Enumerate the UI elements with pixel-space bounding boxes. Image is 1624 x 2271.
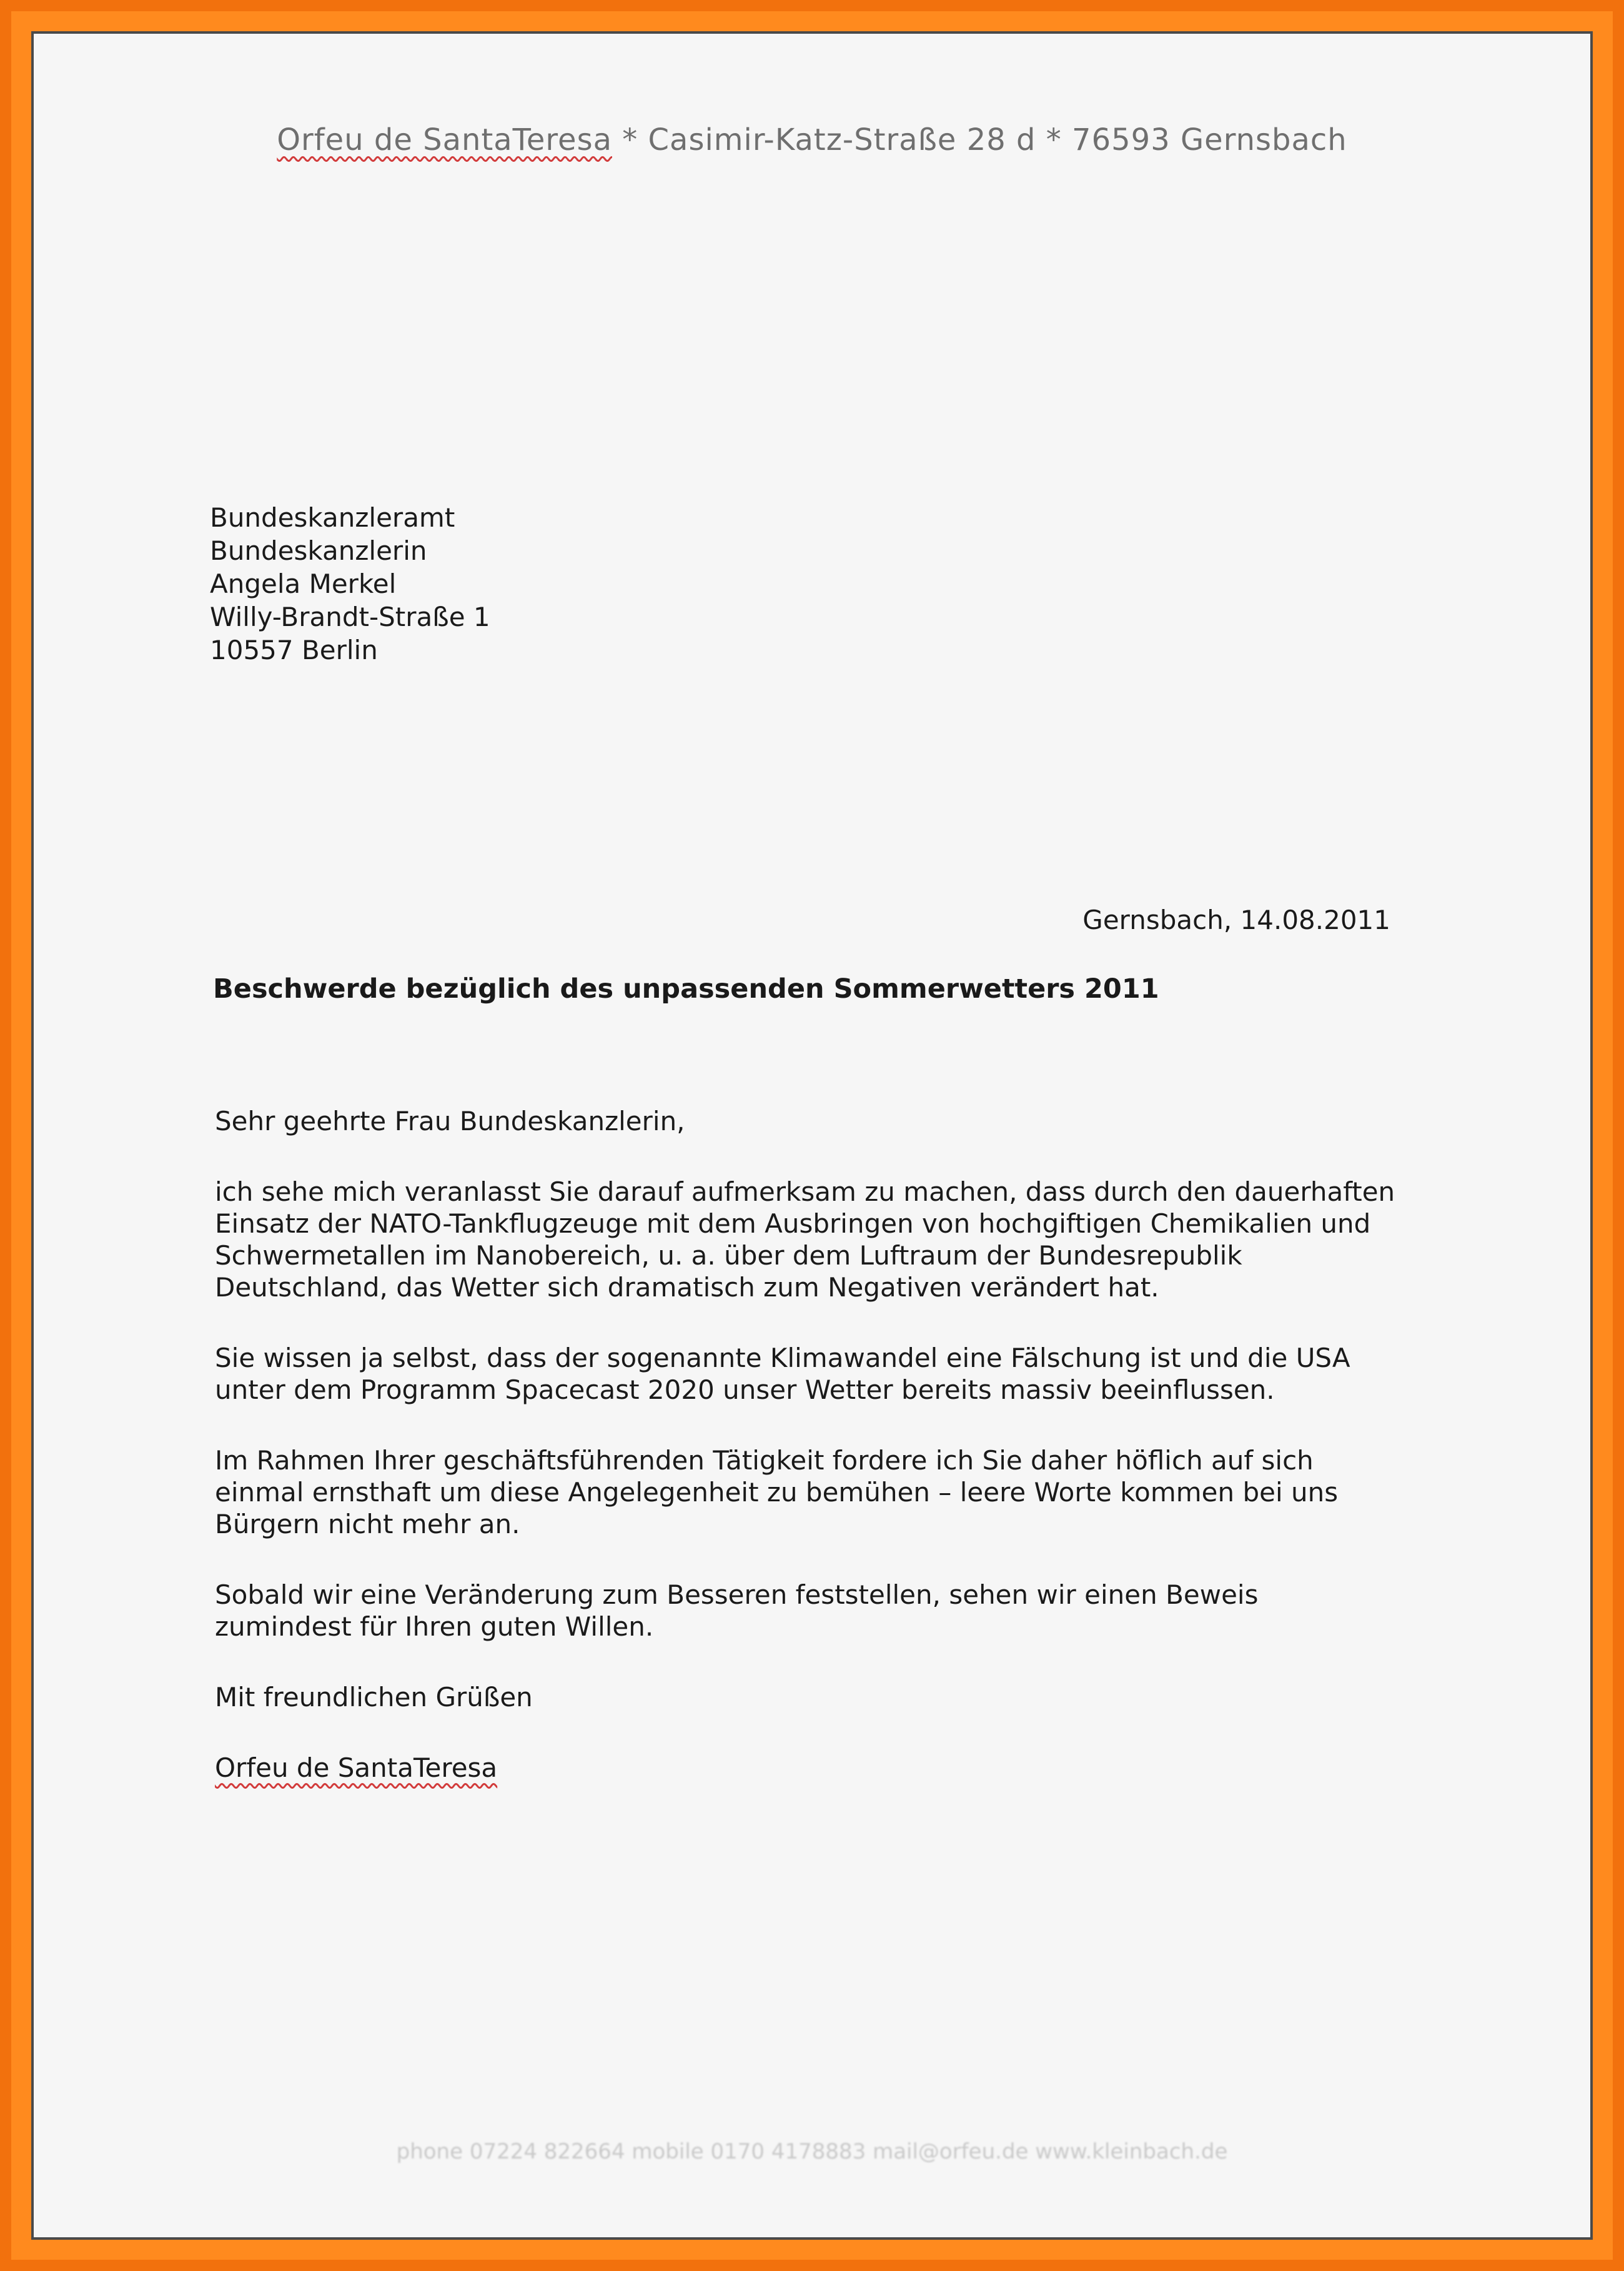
- recipient-line: 10557 Berlin: [210, 635, 378, 665]
- closing: Mit freundlichen Grüßen: [215, 1682, 533, 1712]
- letter-date: Gernsbach, 14.08.2011: [1082, 905, 1390, 935]
- recipient-line: Willy-Brandt-Straße 1: [210, 602, 490, 632]
- letter-subject: Beschwerde bezüglich des unpassenden Sommerwetters 2011: [213, 973, 1159, 1005]
- recipient-address-block: [210, 501, 490, 667]
- sender-address: * Casimir-Katz-Straße 28 d * 76593 Gernsbach: [612, 122, 1347, 157]
- recipient-line: Angela Merkel: [210, 569, 397, 599]
- recipient-line: Bundeskanzleramt: [210, 502, 455, 533]
- letter-body: [215, 1105, 1452, 1822]
- body-paragraph: Sobald wir eine Veränderung zum Besseren feststellen, sehen wir einen Beweis zumindest für Ihren guten Willen.: [215, 1579, 1259, 1642]
- signature-text: Orfeu de SantaTeresa: [215, 1752, 498, 1783]
- recipient-line: Bundeskanzlerin: [210, 535, 427, 566]
- body-paragraph: Im Rahmen Ihrer geschäftsführenden Tätigkeit fordere ich Sie daher höflich auf sich einmal ernsthaft um diese Angelegenheit zu bemühen – leere Worte kommen bei uns Bürgern nicht mehr an.: [215, 1445, 1339, 1539]
- signature-name: [215, 1752, 1452, 1784]
- body-paragraph: Sie wissen ja selbst, dass der sogenannte Klimawandel eine Fälschung ist und die USA unter dem Programm Spacecast 2020 unser Wetter bereits massiv beeinflussen.: [215, 1343, 1350, 1405]
- sender-line: [34, 122, 1590, 157]
- salutation: Sehr geehrte Frau Bundeskanzlerin,: [215, 1106, 685, 1136]
- sender-name: Orfeu de SantaTeresa: [277, 122, 612, 157]
- letter-page: [31, 31, 1593, 2240]
- body-paragraph: ich sehe mich veranlasst Sie darauf aufmerksam zu machen, dass durch den dauerhaften Einsatz der NATO-Tankflugzeuge mit dem Ausbringen von hochgiftigen Chemikalien und Schwermetallen im Nanobereich, u. a. über dem Luftraum der Bundesrepublik Deutschland, das Wetter sich dramatisch zum Negativen verändert hat.: [215, 1176, 1395, 1303]
- contact-footer: phone 07224 822664 mobile 0170 4178883 mail@orfeu.de www.kleinbach.de: [396, 2139, 1228, 2164]
